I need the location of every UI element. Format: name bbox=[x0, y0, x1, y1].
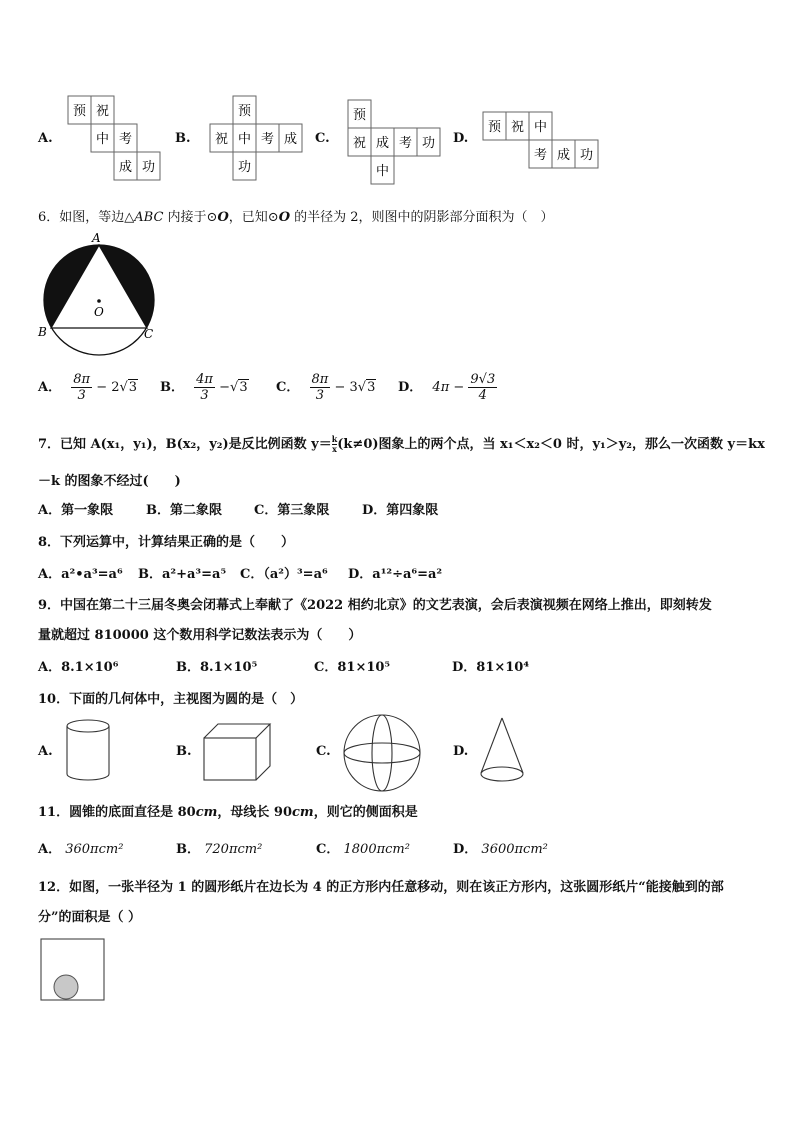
q9-stem-line2: 量就超过 810000 这个数用科学记数法表示为（ ） bbox=[38, 628, 362, 643]
net-cell: 功 bbox=[237, 160, 252, 175]
q10-option-b-label[interactable]: B. bbox=[176, 744, 192, 759]
q7-stem-line1: 7．已知 A(x₁，y₁)，B(x₂，y₂)是反比例函数 y＝ $\frac{k}{x}$ (k≠0)图象上的两个点，当 x₁＜x₂＜0 时，y₁＞y₂，那么一次函数 y＝kx bbox=[38, 434, 765, 454]
net-cell: 预 bbox=[487, 120, 502, 135]
q9-option-d[interactable]: D．81×10⁴ bbox=[452, 660, 530, 675]
q5-option-d-label[interactable]: D. bbox=[453, 131, 469, 146]
q6-option-b[interactable]: B． $\frac{4\pi}{3}$ −√3 bbox=[160, 372, 248, 403]
q5-option-c-label[interactable]: C. bbox=[315, 131, 330, 146]
label-o: O bbox=[94, 305, 104, 319]
q11-option-d[interactable]: D． 3600πcm² bbox=[453, 842, 548, 857]
q5-option-a-label[interactable]: A. bbox=[38, 131, 53, 146]
net-cell: 祝 bbox=[510, 120, 525, 135]
q8-option-c[interactable]: C．（a²）³=a⁶ bbox=[240, 567, 328, 582]
q7-option-d[interactable]: D．第四象限 bbox=[362, 503, 439, 518]
cylinder-icon bbox=[64, 718, 114, 784]
q12-stem-line2: 分”的面积是（ ） bbox=[38, 910, 142, 925]
net-cell: 预 bbox=[352, 108, 367, 123]
q10-stem: 10．下面的几何体中，主视图为圆的是（ ） bbox=[38, 692, 304, 707]
q8-option-a[interactable]: A．a²•a³=a⁶ bbox=[38, 567, 123, 582]
net-cell: 功 bbox=[141, 160, 156, 175]
circle-paper bbox=[54, 975, 78, 999]
net-cell: 祝 bbox=[95, 104, 110, 119]
q10-option-d-label[interactable]: D. bbox=[453, 744, 469, 759]
net-cell: 祝 bbox=[352, 136, 367, 151]
label-a: A bbox=[92, 231, 101, 245]
q6-option-c[interactable]: C． $\frac{8\pi}{3}$ − 3√3 bbox=[276, 372, 376, 403]
net-cell: 考 bbox=[533, 148, 548, 163]
net-cell: 中 bbox=[533, 120, 548, 135]
q11-stem: 11．圆锥的底面直径是 80cm，母线长 90cm，则它的侧面积是 bbox=[38, 805, 418, 820]
net-cell: 考 bbox=[260, 132, 275, 147]
label-c: C bbox=[144, 327, 154, 341]
net-cell: 成 bbox=[283, 132, 298, 147]
q10-option-c-label[interactable]: C. bbox=[316, 744, 331, 759]
label-b: B bbox=[38, 325, 47, 339]
q6-option-d[interactable]: D． 4π − $\frac{9√3}{4}$ bbox=[398, 372, 496, 403]
q9-option-c[interactable]: C．81×10⁵ bbox=[314, 660, 391, 675]
net-cell: 中 bbox=[237, 132, 252, 147]
net-cell: 考 bbox=[118, 132, 133, 147]
q6-stem: 6．如图，等边△ABC 内接于⊙O，已知⊙O 的半径为 2，则图中的阴影部分面积为（ ） bbox=[38, 210, 554, 225]
net-cell: 功 bbox=[579, 148, 594, 163]
q11-option-c[interactable]: C． 1800πcm² bbox=[316, 842, 410, 857]
q7-option-b[interactable]: B．第二象限 bbox=[146, 503, 222, 518]
q5-option-b-net bbox=[210, 96, 302, 184]
q9-stem-line1: 9．中国在第二十三届冬奥会闭幕式上奉献了《2022 相约北京》的文艺表演，会后表演视频在网络上推出，即刻转发 bbox=[38, 598, 712, 613]
q11-option-a[interactable]: A． 360πcm² bbox=[38, 842, 124, 857]
q12-figure bbox=[40, 938, 106, 1002]
q7-stem-line2: －k 的图象不经过( ) bbox=[38, 474, 181, 489]
net-cell: 祝 bbox=[214, 132, 229, 147]
q9-option-a[interactable]: A．8.1×10⁶ bbox=[38, 660, 119, 675]
q9-option-b[interactable]: B．8.1×10⁵ bbox=[176, 660, 258, 675]
sphere-icon bbox=[342, 714, 422, 792]
q5-option-d-net bbox=[483, 112, 599, 170]
net-cell: 预 bbox=[72, 104, 87, 119]
q7-option-a[interactable]: A．第一象限 bbox=[38, 503, 114, 518]
net-cell: 成 bbox=[118, 160, 133, 175]
q10-option-a-label[interactable]: A. bbox=[38, 744, 53, 759]
net-cell: 考 bbox=[398, 136, 413, 151]
net-cell: 成 bbox=[556, 148, 571, 163]
q5-option-a-net bbox=[68, 96, 160, 186]
net-cell: 成 bbox=[375, 136, 390, 151]
q6-figure bbox=[36, 230, 160, 346]
q12-stem-line1: 12．如图，一张半径为 1 的圆形纸片在边长为 4 的正方形内任意移动，则在该正方形内，这张圆形纸片“能接触到的部 bbox=[38, 880, 724, 895]
q5-option-c-net bbox=[348, 100, 440, 186]
q5-option-b-label[interactable]: B. bbox=[175, 131, 191, 146]
net-cell: 预 bbox=[237, 104, 252, 119]
q8-stem: 8．下列运算中，计算结果正确的是（ ） bbox=[38, 535, 295, 550]
q7-option-c[interactable]: C．第三象限 bbox=[254, 503, 330, 518]
net-cell: 中 bbox=[95, 132, 110, 147]
q6-option-a[interactable]: A． $\frac{8\pi}{3}$ − 2√3 bbox=[38, 372, 138, 403]
cube-icon bbox=[202, 722, 274, 784]
cone-icon bbox=[478, 716, 530, 788]
q8-option-d[interactable]: D．a¹²÷a⁶=a² bbox=[348, 567, 443, 582]
net-cell: 中 bbox=[375, 164, 390, 179]
q11-option-b[interactable]: B． 720πcm² bbox=[176, 842, 263, 857]
q8-option-b[interactable]: B．a²+a³=a⁵ bbox=[138, 567, 227, 582]
net-cell: 功 bbox=[421, 136, 436, 151]
